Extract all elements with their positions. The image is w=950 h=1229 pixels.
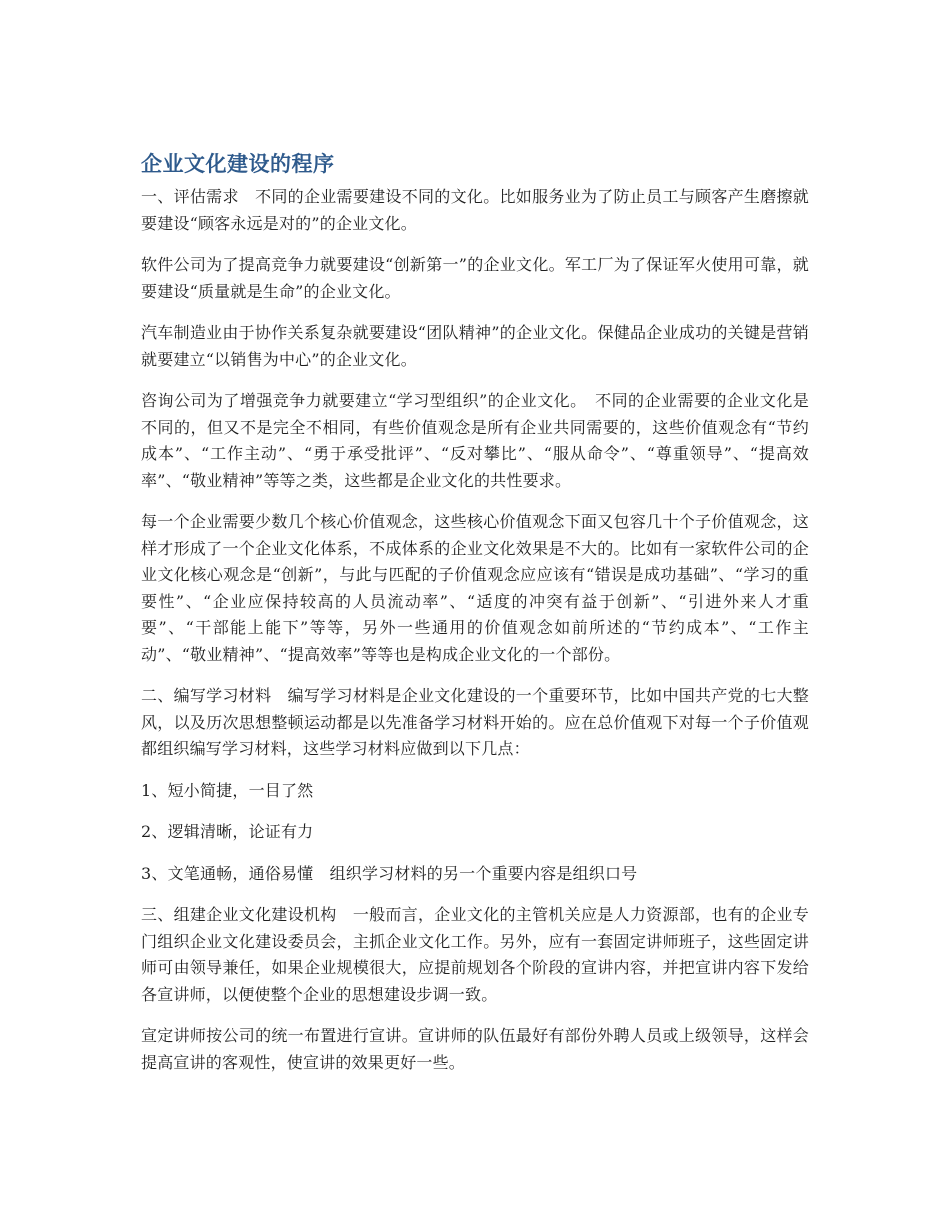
paragraph-lecturers: 宣定讲师按公司的统一布置进行宣讲。宣讲师的队伍最好有部份外聘人员或上级领导，这样会提高宣讲的客观性，使宣讲的效果更好一些。 <box>141 1026 809 1072</box>
paragraph-consulting-company: 咨询公司为了增强竞争力就要建立“学习型组织”的企业文化。 不同的企业需要的企业文化是不同的，但又不是完全不相同，有些价值观念是所有企业共同需要的，这些价值观念有“节约成本”、“工作主动”、“勇于承受批评”、“反对攀比”、“服从命令”、“尊重领导”、“提高效率”、“敬业精神”等等之类，这些都是企业文化的共性要求。 <box>141 391 809 490</box>
paragraph-organization: 三、组建企业文化建设机构 一般而言，企业文化的主管机关应是人力资源部，也有的企业专门组织企业文化建设委员会，主抓企业文化工作。另外，应有一套固定讲师班子，这些固定讲师可由领导兼任，如果企业规模很大，应提前规划各个阶段的宣讲内容，并把宣讲内容下发给各宣讲师，以便使整个企业的思想建设步调一致。 <box>141 905 809 1004</box>
paragraph-auto-industry: 汽车制造业由于协作关系复杂就要建设“团队精神”的企业文化。保健品企业成功的关键是营销就要建立“以销售为中心”的企业文化。 <box>141 323 809 369</box>
paragraph-assess-needs: 一、评估需求 不同的企业需要建设不同的文化。比如服务业为了防止员工与顾客产生磨擦就要建设“顾客永远是对的”的企业文化。 <box>141 187 809 233</box>
document-page <box>141 148 809 1091</box>
list-item-logical: 2、逻辑清晰，论证有力 <box>141 822 314 841</box>
page-title: 企业文化建设的程序 <box>141 152 335 176</box>
list-item-fluent: 3、文笔通畅，通俗易懂 组织学习材料的另一个重要内容是组织口号 <box>141 863 638 883</box>
paragraph-core-values: 每一个企业需要少数几个核心价值观念，这些核心价值观念下面又包容几十个子价值观念，这样才形成了一个企业文化体系，不成体系的企业文化效果是不大的。比如有一家软件公司的企业文化核心观念是“创新”，与此与匹配的子价值观念应应该有“错误是成功基础”、“学习的重要性”、“企业应保持较高的人员流动率”、“适度的冲突有益于创新”、“引进外来人才重要”、“干部能上能下”等等，另外一些通用的价值观念如前所述的“节约成本”、“工作主动”、“敬业精神”、“提高效率”等等也是构成企业文化的一个部份。 <box>141 512 809 664</box>
paragraph-software-company: 软件公司为了提高竞争力就要建设“创新第一”的企业文化。军工厂为了保证军火使用可靠，就要建设“质量就是生命”的企业文化。 <box>141 255 809 301</box>
paragraph-study-materials: 二、编写学习材料 编写学习材料是企业文化建设的一个重要环节，比如中国共产党的七大整风，以及历次思想整顿运动都是以先准备学习材料开始的。应在总价值观下对每一个子价值观都组织编写学习材料，这些学习材料应做到以下几点： <box>141 686 809 758</box>
list-item-concise: 1、短小简捷，一目了然 <box>141 780 314 800</box>
